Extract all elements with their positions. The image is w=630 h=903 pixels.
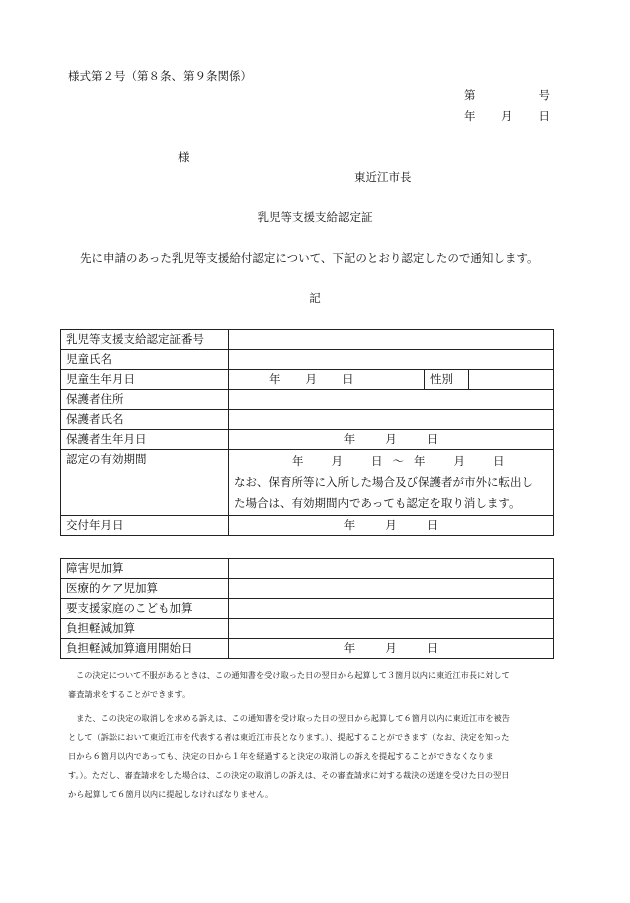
form-number: 様式第２号（第８条、第９条関係） [68,69,252,83]
disabled-child-addition-value [229,559,554,579]
month-char: 月 [385,432,397,446]
guardian-address-value [229,390,554,410]
issue-date-label: 交付年月日 [61,516,229,536]
validity-value [229,450,554,516]
medical-care-addition-label: 医療的ケア児加算 [61,579,229,599]
day-char: 日 [426,432,439,446]
table-row [61,330,554,350]
child-birth-value [229,370,425,390]
appeal-note-line: この決定について不服があるときは、この通知書を受け取った日の翌日から起算して３箇月以内に東近江市長に対して [76,670,510,680]
document-number-row [464,87,550,103]
year-char: 年 [414,454,426,468]
month-char: 月 [385,641,397,655]
burden-reduction-addition-value [229,619,554,639]
document-title: 乳児等支援支給認定証 [257,210,373,224]
certificate-table [60,329,554,536]
burden-reduction-addition-label: 負担軽減加算 [61,619,229,639]
child-birth-label: 児童生年月日 [61,370,229,390]
date-month: 月 [501,109,513,123]
guardian-birth-value [229,430,554,450]
date-day: 日 [538,109,550,123]
month-char: 月 [305,372,317,386]
burden-reduction-start-value [229,639,554,659]
support-family-addition-label: 要支援家庭のこども加算 [61,599,229,619]
gender-label: 性別 [425,370,469,390]
year-char: 年 [343,432,356,446]
issue-date-value [229,516,554,536]
additions-table [60,558,554,659]
addressee-suffix: 様 [178,150,190,164]
year-char: 年 [269,372,281,386]
cert-number-label: 乳児等支援支給認定証番号 [61,330,229,350]
tilde: ～ [392,454,404,468]
burden-reduction-start-label: 負担軽減加算適用開始日 [61,639,229,659]
appeal-note-line: 審査請求をすることができます。 [68,689,191,699]
table-row [61,450,554,516]
table-row [61,599,554,619]
cert-number-value [229,330,554,350]
number-prefix: 第 [464,88,476,102]
day-char: 日 [342,372,354,386]
issuer: 東近江市長 [354,170,412,184]
intro-text: 先に申請のあった乳児等支援給付認定について、下記のとおり認定したので通知します。 [80,251,539,265]
table-row [61,410,554,430]
validity-note-line: た場合は、有効期間内であっても認定を取り消します。 [234,496,521,510]
date-year: 年 [464,109,476,123]
validity-period [234,451,553,472]
table-row [61,350,554,370]
lawsuit-note-line: として（訴訟において東近江市を代表する者は東近江市長となります。）、提起することができます（なお、決定を知った [68,732,510,742]
validity-note-line: なお、保育所等に入所した場合及び保護者が市外に転出し [234,475,533,489]
day-char: 日 [371,454,383,468]
day-char: 日 [493,454,505,468]
month-char: 月 [453,454,465,468]
year-char: 年 [343,641,356,655]
guardian-name-value [229,410,554,430]
disabled-child-addition-label: 障害児加算 [61,559,229,579]
support-family-addition-value [229,599,554,619]
lawsuit-note-line: 日から６箇月以内であっても、決定の日から１年を経過すると決定の取消しの訴えを提起することができなくなりま [68,751,494,761]
table-row [61,619,554,639]
ki-heading: 記 [309,291,321,305]
table-row [61,559,554,579]
year-char: 年 [343,518,356,532]
month-char: 月 [385,518,397,532]
child-name-value [229,350,554,370]
medical-care-addition-value [229,579,554,599]
day-char: 日 [426,518,439,532]
lawsuit-note-line: から起算して６箇月以内に提起しなければなりません。 [68,789,274,799]
table-row [61,430,554,450]
table-row [61,390,554,410]
gender-value [469,370,554,390]
guardian-birth-label: 保護者生年月日 [61,430,229,450]
child-name-label: 児童氏名 [61,350,229,370]
year-char: 年 [292,454,304,468]
number-suffix: 号 [538,88,550,102]
table-row [61,579,554,599]
day-char: 日 [426,641,439,655]
table-row [61,370,554,390]
validity-label: 認定の有効期間 [61,450,229,516]
lawsuit-note-line: す。）。ただし、審査請求をした場合は、この決定の取消しの訴えは、その審査請求に対する裁決の送達を受けた日の翌日 [68,770,510,780]
table-row [61,516,554,536]
guardian-name-label: 保護者氏名 [61,410,229,430]
table-row [61,639,554,659]
guardian-address-label: 保護者住所 [61,390,229,410]
month-char: 月 [331,454,343,468]
lawsuit-note-line: また、この決定の取消しを求める訴えは、この通知書を受け取った日の翌日から起算して６箇月以内に東近江市を被告 [76,713,510,723]
